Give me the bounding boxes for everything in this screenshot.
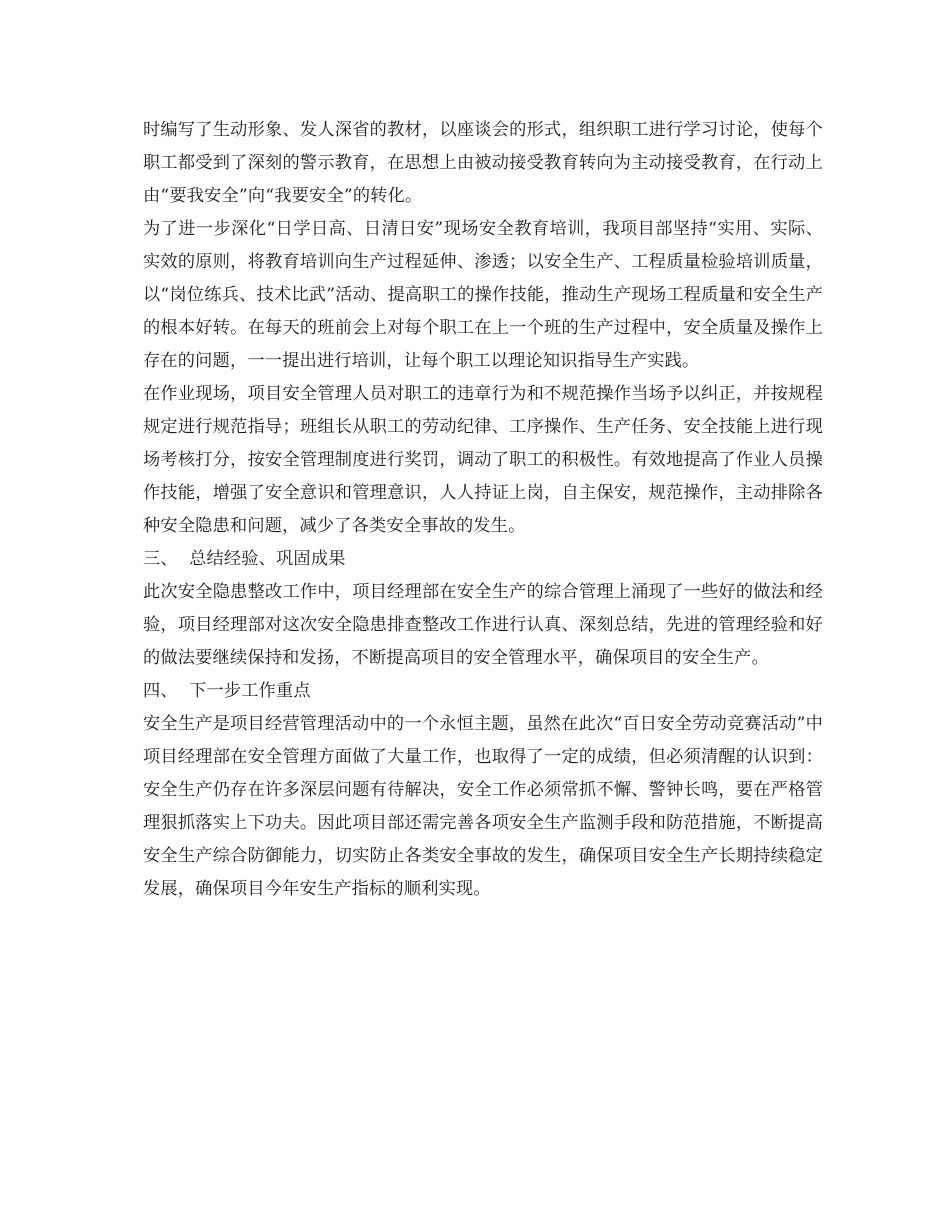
document-body bbox=[143, 114, 823, 906]
section-heading-summary: 三、 总结经验、巩固成果 bbox=[143, 549, 346, 569]
paragraph-next-steps: 安全生产是项目经营管理活动中的一个永恒主题，虽然在此次“百日安全劳动竞赛活动”中项目经理部在安全管理方面做了大量工作，也取得了一定的成绩，但必须清醒的认识到：安全生产仍存在许多深层问题有待解决，安全工作必须常抓不懈、警钟长鸣，要在严格管理狠抓落实上下功夫。因此项目部还需完善各项安全生产监测手段和防范措施，不断提高安全生产综合防御能力，切实防止各类安全事故的发生，确保项目安全生产长期持续稳定发展，确保项目今年安生产指标的顺利实现。 bbox=[143, 714, 823, 899]
paragraph-summary: 此次安全隐患整改工作中，项目经理部在安全生产的综合管理上涌现了一些好的做法和经验，项目经理部对这次安全隐患排查整改工作进行认真、深刻总结，先进的管理经验和好的做法要继续保持和发扬，不断提高项目的安全管理水平，确保项目的安全生产。 bbox=[143, 582, 823, 668]
paragraph-education-materials: 时编写了生动形象、发人深省的教材，以座谈会的形式，组织职工进行学习讨论，使每个职工都受到了深刻的警示教育，在思想上由被动接受教育转向为主动接受教育，在行动上由“要我安全”向“我要安全”的转化。 bbox=[143, 120, 823, 206]
section-heading-next-steps: 四、 下一步工作重点 bbox=[143, 681, 311, 701]
paragraph-site-management: 在作业现场，项目安全管理人员对职工的违章行为和不规范操作当场予以纠正，并按规程规定进行规范指导；班组长从职工的劳动纪律、工序操作、生产任务、安全技能上进行现场考核打分，按安全管理制度进行奖罚，调动了职工的积极性。有效地提高了作业人员操作技能，增强了安全意识和管理意识，人人持证上岗，自主保安，规范操作，主动排除各种安全隐患和问题，减少了各类安全事故的发生。 bbox=[143, 384, 823, 536]
paragraph-training-principles: 为了进一步深化“日学日高、日清日安”现场安全教育培训，我项目部坚持“实用、实际、实效的原则，将教育培训向生产过程延伸、渗透；以安全生产、工程质量检验培训质量，以“岗位练兵、技术比武”活动、提高职工的操作技能，推动生产现场工程质量和安全生产的根本好转。在每天的班前会上对每个职工在上一个班的生产过程中，安全质量及操作上存在的问题，一一提出进行培训，让每个职工以理论知识指导生产实践。 bbox=[143, 219, 823, 371]
